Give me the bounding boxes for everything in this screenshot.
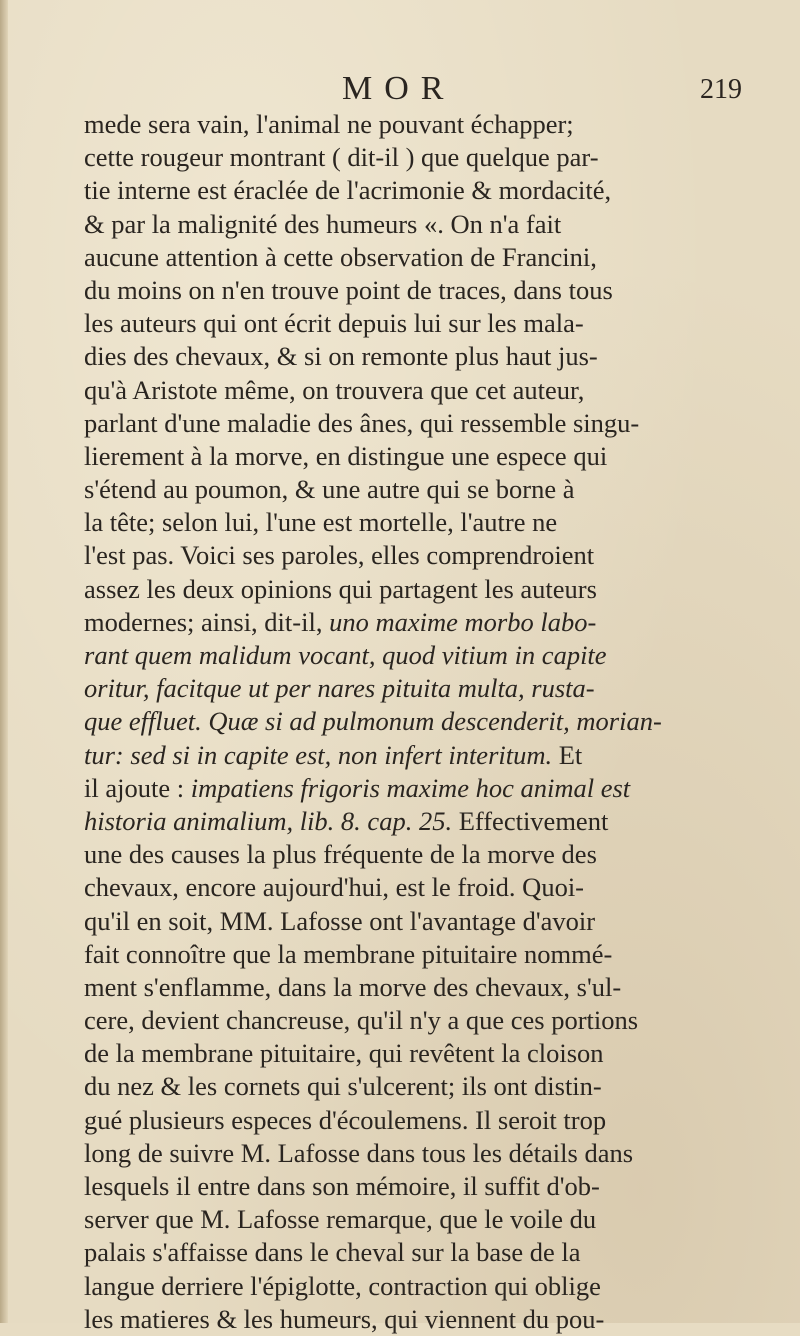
text-segment: cere, devient chancreuse, qu'il n'y a que ces portions [84, 1005, 639, 1036]
text-segment: la tête; selon lui, l'une est mortelle, l'autre ne [84, 507, 558, 538]
text-line [84, 473, 784, 506]
text-line [84, 539, 784, 572]
text-line [84, 573, 784, 606]
text-line [84, 971, 784, 1004]
text-segment: palais s'affaisse dans le cheval sur la base de la [84, 1237, 581, 1268]
text-line [84, 208, 784, 241]
text-segment: & par la malignité des humeurs «. On n'a fait [84, 208, 562, 239]
running-head [0, 70, 800, 110]
text-segment: aucune attention à cette observation de Francini, [84, 241, 597, 272]
text-segment: qu'à Aristote même, on trouvera que cet auteur, [84, 374, 585, 405]
text-line [84, 772, 784, 805]
text-line [84, 374, 784, 407]
text-segment: ment s'enflamme, dans la morve des chevaux, s'ul- [84, 971, 622, 1002]
running-title: MOR [342, 70, 456, 107]
text-segment: modernes; ainsi, dit-il, [84, 606, 330, 637]
text-line [84, 838, 784, 871]
text-segment: chevaux, encore aujourd'hui, est le froid. Quoi- [84, 872, 585, 903]
text-segment: long de suivre M. Lafosse dans tous les détails dans [84, 1137, 634, 1168]
text-line [84, 705, 784, 738]
text-line [84, 174, 784, 207]
text-segment: Effectivement [452, 805, 609, 836]
text-line [84, 1203, 784, 1236]
text-segment: server que M. Lafosse remarque, que le voile du [84, 1204, 597, 1235]
text-line [84, 108, 784, 141]
text-segment: une des causes la plus fréquente de la morve des [84, 839, 597, 870]
text-segment: cette rougeur montrant ( dit-il ) que quelque par- [84, 142, 599, 173]
text-line [84, 407, 784, 440]
text-line [84, 739, 784, 772]
text-segment: langue derriere l'épiglotte, contraction qui oblige [84, 1270, 601, 1301]
text-line [84, 672, 784, 705]
italic-text-segment: oritur, facitque ut per nares pituita multa, rusta- [84, 673, 595, 704]
text-segment: dies des chevaux, & si on remonte plus haut jus- [84, 341, 598, 372]
text-line [84, 1170, 784, 1203]
text-line [84, 506, 784, 539]
text-segment: lesquels il entre dans son mémoire, il suffit d'ob- [84, 1171, 600, 1201]
page-number: 219 [700, 74, 742, 105]
text-segment: du nez & les cornets qui s'ulcerent; ils ont distin- [84, 1071, 602, 1102]
text-segment: du moins on n'en trouve point de traces, dans tous [84, 274, 613, 305]
text-line [84, 1270, 784, 1303]
text-segment: Et [552, 739, 583, 770]
text-line [84, 1303, 784, 1336]
italic-text-segment: historia animalium, lib. 8. cap. 25. [84, 805, 453, 836]
text-segment: de la membrane pituitaire, qui revêtent la cloison [84, 1038, 604, 1069]
text-line [84, 1070, 784, 1103]
text-line [84, 340, 784, 373]
text-line [84, 141, 784, 174]
text-line [84, 639, 784, 672]
text-segment: gué plusieurs especes d'écoulemens. Il seroit trop [84, 1104, 607, 1135]
text-line [84, 274, 784, 307]
text-segment: lierement à la morve, en distingue une espece qui [84, 440, 608, 471]
page-gutter-edge [0, 0, 8, 1323]
text-line [84, 1004, 784, 1037]
text-segment: l'est pas. Voici ses paroles, elles comprendroient [84, 540, 595, 571]
text-line [84, 805, 784, 838]
text-segment: s'étend au poumon, & une autre qui se borne à [84, 474, 575, 505]
text-line [84, 938, 784, 971]
italic-text-segment: rant quem malidum vocant, quod vitium in capite [84, 640, 607, 670]
text-line [84, 307, 784, 340]
text-line [84, 905, 784, 938]
text-segment: assez les deux opinions qui partagent les auteurs [84, 573, 597, 604]
text-line [84, 1037, 784, 1070]
text-line [84, 1104, 784, 1137]
italic-text-segment: uno maxime morbo labo- [329, 606, 597, 637]
text-segment: les auteurs qui ont écrit depuis lui sur les mala- [84, 308, 584, 339]
text-segment: il ajoute : [84, 772, 191, 803]
text-segment: qu'il en soit, MM. Lafosse ont l'avantage d'avoir [84, 905, 596, 936]
text-line [84, 1236, 784, 1269]
text-line [84, 606, 784, 639]
text-line [84, 241, 784, 274]
text-segment: mede sera vain, l'animal ne pouvant échapper; [84, 109, 574, 139]
text-line [84, 871, 784, 904]
text-segment: parlant d'une maladie des ânes, qui ressemble singu- [84, 407, 640, 438]
italic-text-segment: que effluet. Quæ si ad pulmonum descenderit, morian- [84, 706, 662, 737]
italic-text-segment: impatiens frigoris maxime hoc animal est [190, 772, 631, 803]
text-segment: tie interne est éraclée de l'acrimonie & mordacité, [84, 175, 612, 206]
text-segment: fait connoître que la membrane pituitaire nommé- [84, 938, 613, 969]
italic-text-segment: tur: sed si in capite est, non infert interitum. [84, 739, 553, 770]
body-text [84, 108, 784, 1336]
text-segment: les matieres & les humeurs, qui viennent du pou- [84, 1303, 605, 1334]
text-line [84, 440, 784, 473]
text-line [84, 1137, 784, 1170]
